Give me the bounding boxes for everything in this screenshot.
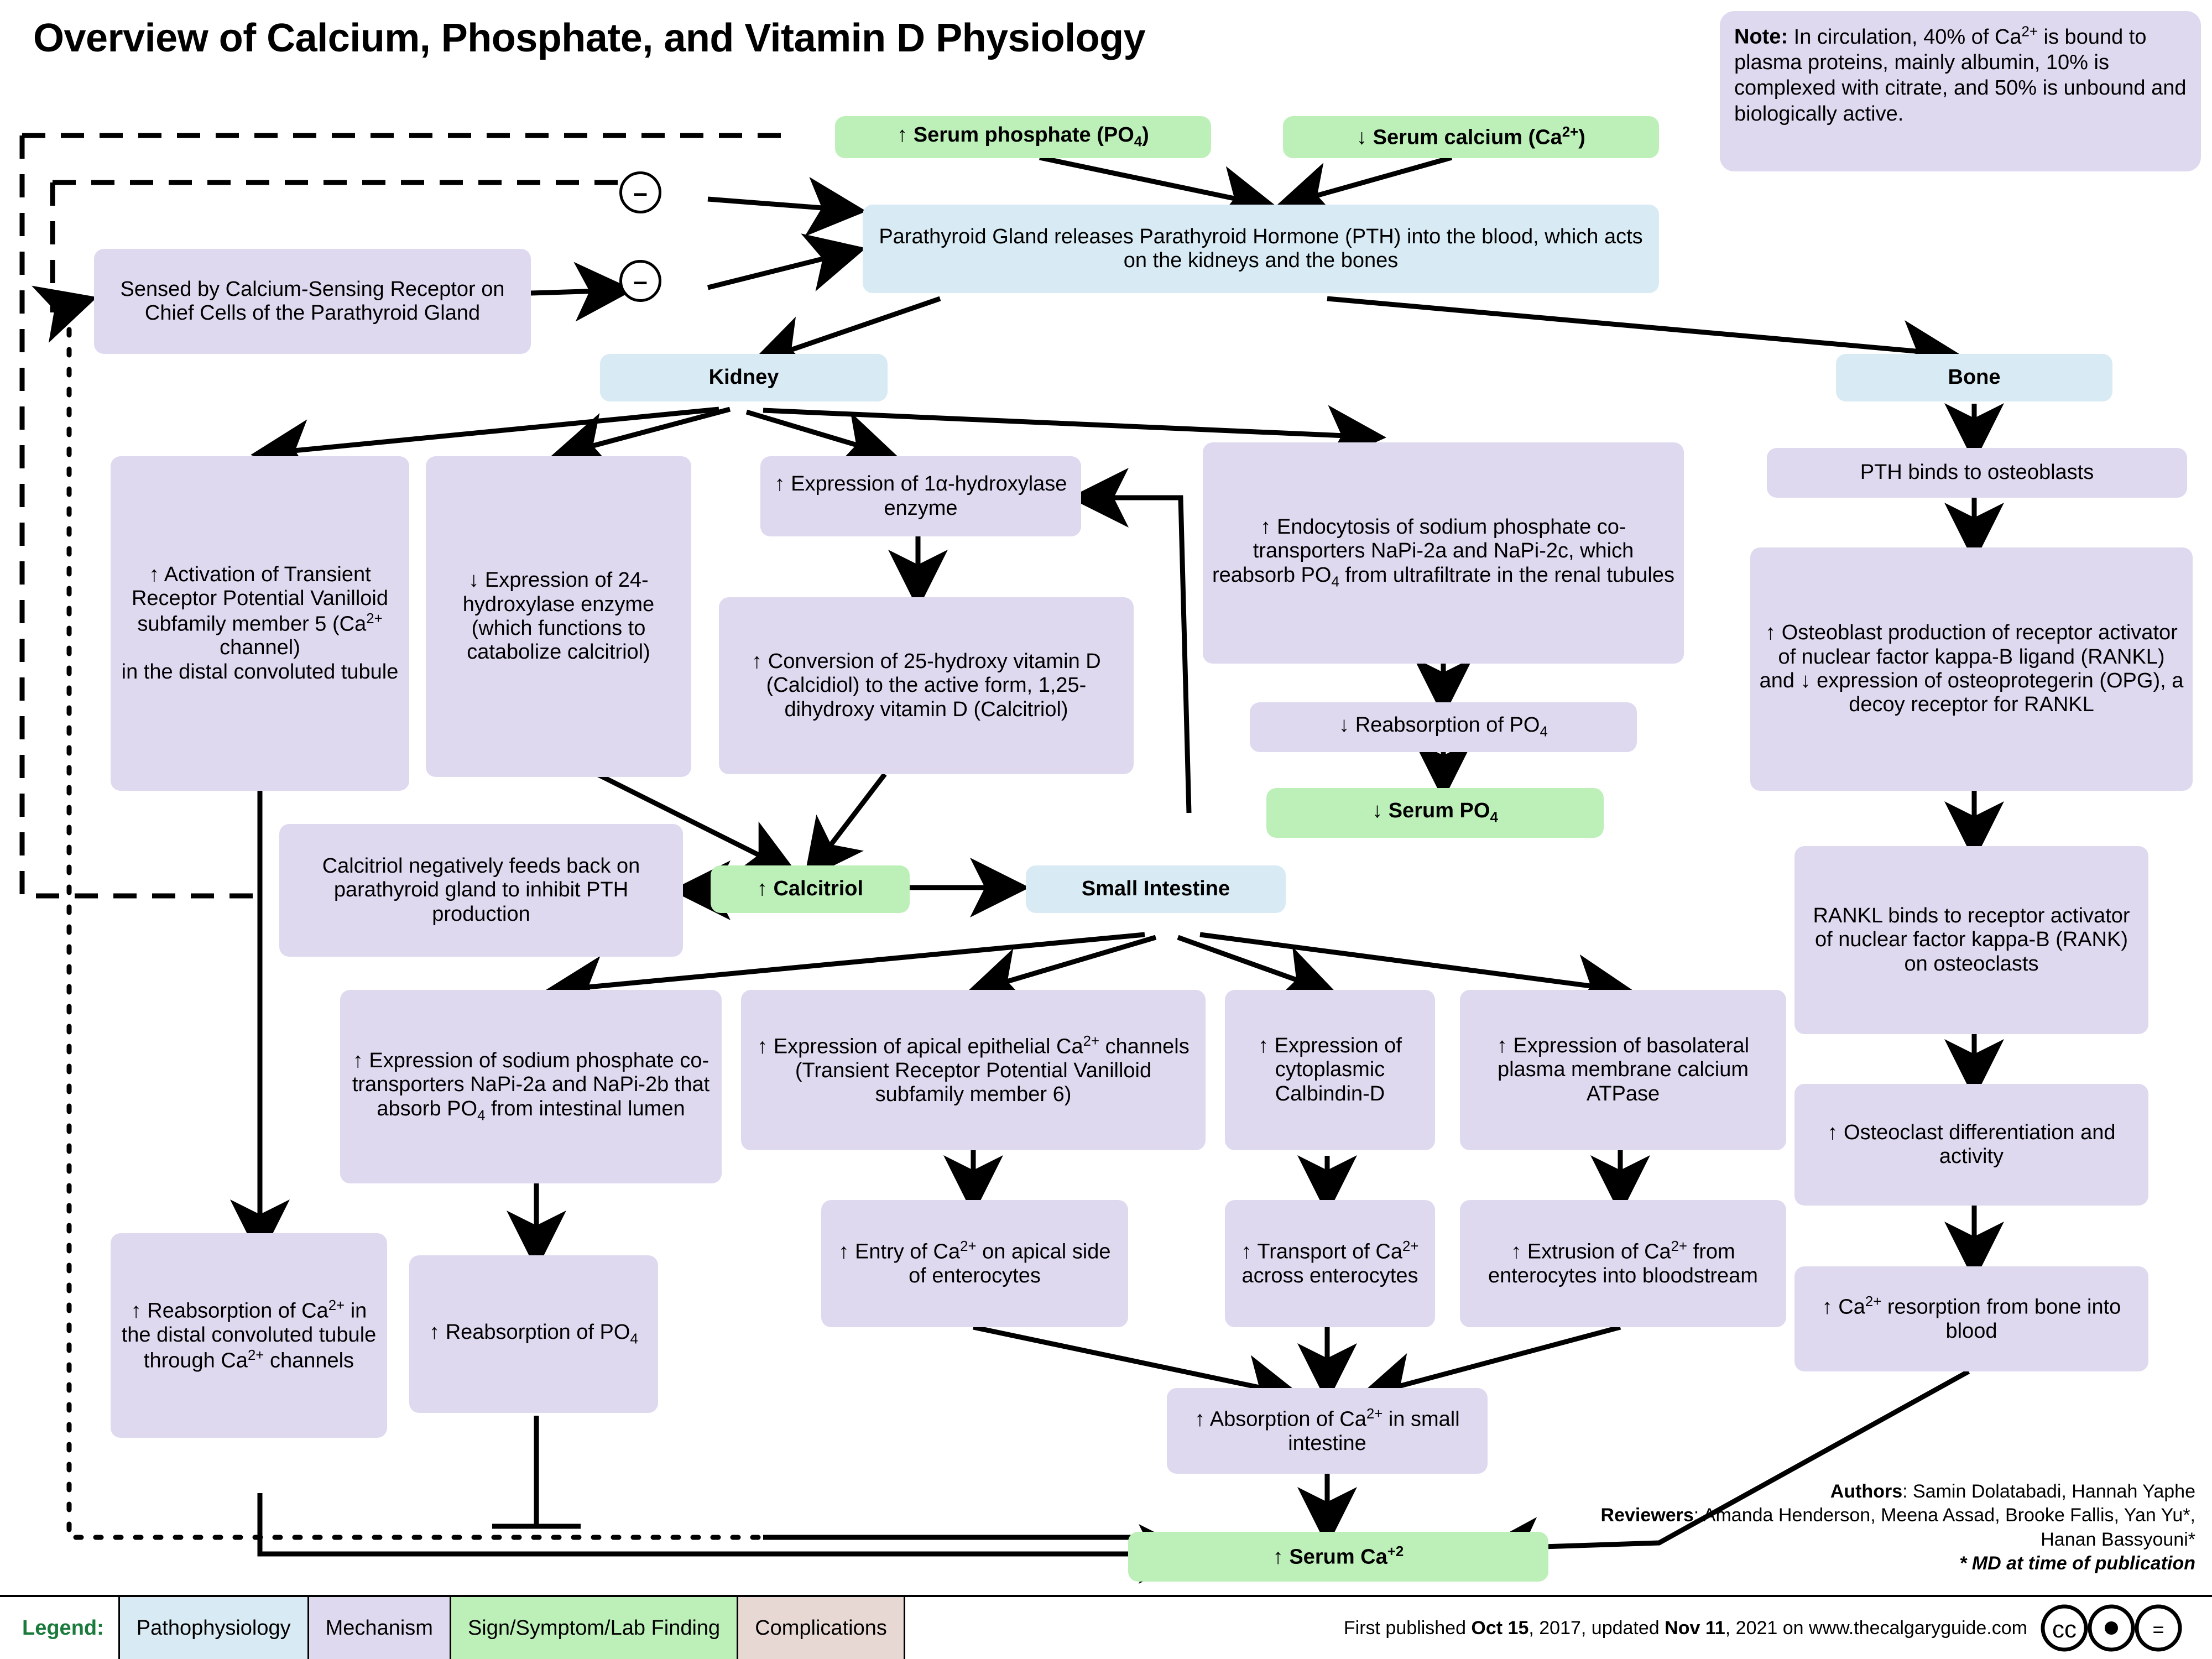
credits-authors (1559, 1480, 2195, 1504)
reviewers-value: : Amanda Henderson, Meena Assad, Brooke Fallis, Yan Yu*, Hanan Bassyouni* (1693, 1505, 2195, 1550)
node-absorption-ca (1167, 1388, 1488, 1474)
creative-commons-icon (2027, 1604, 2199, 1652)
node-small-intestine (1026, 865, 1286, 913)
note-label: Note: (1734, 25, 1788, 49)
node-label: ↑ Expression of sodium phosphate co-transporters NaPi-2a and NaPi-2b that absorb $PO_4$ from intestinal lumen (352, 1049, 710, 1124)
node-casr (94, 249, 531, 354)
node-trpv6 (741, 990, 1206, 1150)
node-label: Small Intestine (1081, 877, 1230, 901)
svg-text:=: = (2152, 1618, 2164, 1641)
reviewers-label: Reviewers (1600, 1505, 1694, 1526)
node-24-hydroxylase (426, 456, 691, 777)
node-label: ↑ Serum phosphate $(PO_4)$ (897, 123, 1149, 150)
node-label: ↑ $Ca^{2+}$ resorption from bone into blood (1822, 1294, 2121, 1343)
node-label: ↑ Conversion of 25-hydroxy vitamin D (Calcidiol) to the active form, 1,25-dihydroxy vitamin D (Calcitriol) (752, 650, 1101, 721)
node-calcitriol-feedback (279, 824, 683, 957)
node-bone (1836, 354, 2112, 401)
node-label: RANKL binds to receptor activator of nuclear factor kappa-B (RANK) on osteoclasts (1813, 904, 2130, 975)
node-ca-resorption (1794, 1266, 2148, 1371)
page-title: Overview of Calcium, Phosphate, and Vitamin D Physiology (33, 16, 1146, 60)
node-label: Calcitriol negatively feeds back on parathyroid gland to inhibit PTH production (322, 854, 640, 926)
node-extrusion-ca (1460, 1200, 1786, 1327)
legend-bar (0, 1595, 2212, 1659)
minus-label: – (633, 178, 648, 207)
legend-label: Legend: (22, 1616, 104, 1640)
legend-item-mechanism: Mechanism (307, 1597, 450, 1659)
credits-footnote: * MD at time of publication (1959, 1553, 2195, 1574)
minus-sign-icon-1 (619, 171, 661, 213)
node-label: Sensed by Calcium-Sensing Receptor on Chief Cells of the Parathyroid Gland (120, 277, 505, 325)
node-label: ↑ Expression of apical epithelial $Ca^{2+}$ channels (Transient Receptor Potential Vanilloid subfamily member 6) (757, 1033, 1190, 1106)
legend-item-complications: Complications (737, 1597, 904, 1659)
node-label: ↑ Reabsorption of $PO_4$ (429, 1320, 638, 1347)
node-pmca (1460, 990, 1786, 1150)
node-pth-release (863, 205, 1659, 293)
node-serum-ca-up (1128, 1532, 1548, 1582)
minus-label: – (633, 267, 648, 295)
node-label: Bone (1948, 366, 2001, 389)
svg-text:cc: cc (2052, 1616, 2077, 1643)
node-napi-2a-2b (340, 990, 722, 1183)
node-label: PTH binds to osteoblasts (1860, 461, 2094, 484)
node-serum-calcium-down (1283, 116, 1659, 158)
node-endocytosis-napi (1203, 442, 1684, 664)
node-label: ↑ Reabsorption of $Ca^{2+}$ in the distal convoluted tubule through $Ca^{2+}$ channels (121, 1298, 377, 1373)
node-1a-hydroxylase (760, 456, 1081, 536)
node-reabsorption-po4-up (409, 1255, 658, 1413)
note-text: In circulation, 40% of $Ca^{2+}$ is bound to plasma proteins, mainly albumin, 10% is complexed with citrate, and 50% is unbound and biologically active. (1734, 24, 2187, 126)
legend-item-pathophysiology: Pathophysiology (118, 1597, 307, 1659)
node-label: ↑ Expression of basolateral plasma membrane calcium ATPase (1496, 1034, 1750, 1105)
node-label: ↑ Entry of $Ca^{2+}$ on apical side of enterocytes (838, 1239, 1111, 1288)
node-serum-po4-down (1266, 788, 1604, 838)
node-label: ↑ Osteoblast production of receptor activator of nuclear factor kappa-B ligand (RANKL) and ↓ expression of osteoprotegerin (OPG), a decoy receptor for RANKL (1759, 621, 2184, 717)
node-calcitriol-up (711, 865, 910, 913)
node-serum-phosphate-up (835, 116, 1211, 158)
node-calbindin (1225, 990, 1435, 1150)
node-osteoclast-differentiation (1794, 1084, 2148, 1206)
node-reabsorption-ca-dct (111, 1233, 387, 1438)
node-label: ↑ Serum $Ca^{+2}$ (1272, 1544, 1404, 1569)
node-label: ↑ Absorption of $Ca^{2+}$ in small intestine (1194, 1406, 1460, 1455)
node-label: ↑ Calcitriol (757, 877, 864, 901)
node-kidney (600, 354, 888, 401)
node-label: ↓ Reabsorption of $PO_4$ (1339, 713, 1548, 740)
node-label: ↑ Extrusion of $Ca^{2+}$ from enterocytes into bloodstream (1488, 1239, 1758, 1288)
node-label: ↓ Expression of 24-hydroxylase enzyme (which functions to catabolize calcitriol) (462, 568, 655, 664)
minus-sign-icon-2 (619, 260, 661, 302)
note-box (1720, 11, 2201, 171)
node-label: Kidney (708, 366, 779, 389)
node-conversion-calcidiol (719, 597, 1134, 774)
node-label: Parathyroid Gland releases Parathyroid Hormone (PTH) into the blood, which acts on the kidneys and the bones (879, 225, 1643, 272)
node-label: ↓ Serum $PO_4$ (1372, 799, 1498, 826)
node-reabsorption-po4-down (1250, 702, 1637, 752)
legend-publication (904, 1597, 2212, 1659)
node-rankl-opg (1750, 547, 2193, 791)
node-label: ↓ Serum calcium $(Ca^{2+})$ (1357, 124, 1585, 149)
node-label: ↑ Osteoclast differentiation and activity (1827, 1120, 2116, 1168)
node-label: ↑ Expression of cytoplasmic Calbindin-D (1258, 1034, 1402, 1105)
credits (1559, 1480, 2195, 1576)
node-label: ↑ Activation of Transient Receptor Potential Vanilloid subfamily member 5 ($Ca^{2+}$ channel) in the distal convoluted tubule (121, 562, 399, 684)
node-label: ↑ Expression of 1α-hydroxylase enzyme (774, 472, 1067, 520)
authors-value: : Samin Dolatabadi, Hannah Yaphe (1902, 1480, 2195, 1502)
publication-text: First published Oct 15, 2017, updated Nov 11, 2021 on www.thecalgaryguide.com (1343, 1617, 2027, 1639)
authors-label: Authors (1830, 1480, 1903, 1502)
node-label: ↑ Transport of $Ca^{2+}$ across enterocytes (1241, 1239, 1419, 1288)
node-transport-ca (1225, 1200, 1435, 1327)
legend-item-sign-symptom: Sign/Symptom/Lab Finding (450, 1597, 737, 1659)
credits-reviewers (1559, 1504, 2195, 1552)
node-label: ↑ Endocytosis of sodium phosphate co-transporters NaPi-2a and NaPi-2c, which reabsorb $PO_4$ from ultrafiltrate in the renal tubules (1212, 515, 1674, 590)
node-pth-osteoblasts (1767, 448, 2187, 498)
node-entry-ca (821, 1200, 1128, 1327)
node-trpv5 (111, 456, 409, 791)
node-rank-binding (1794, 846, 2148, 1034)
